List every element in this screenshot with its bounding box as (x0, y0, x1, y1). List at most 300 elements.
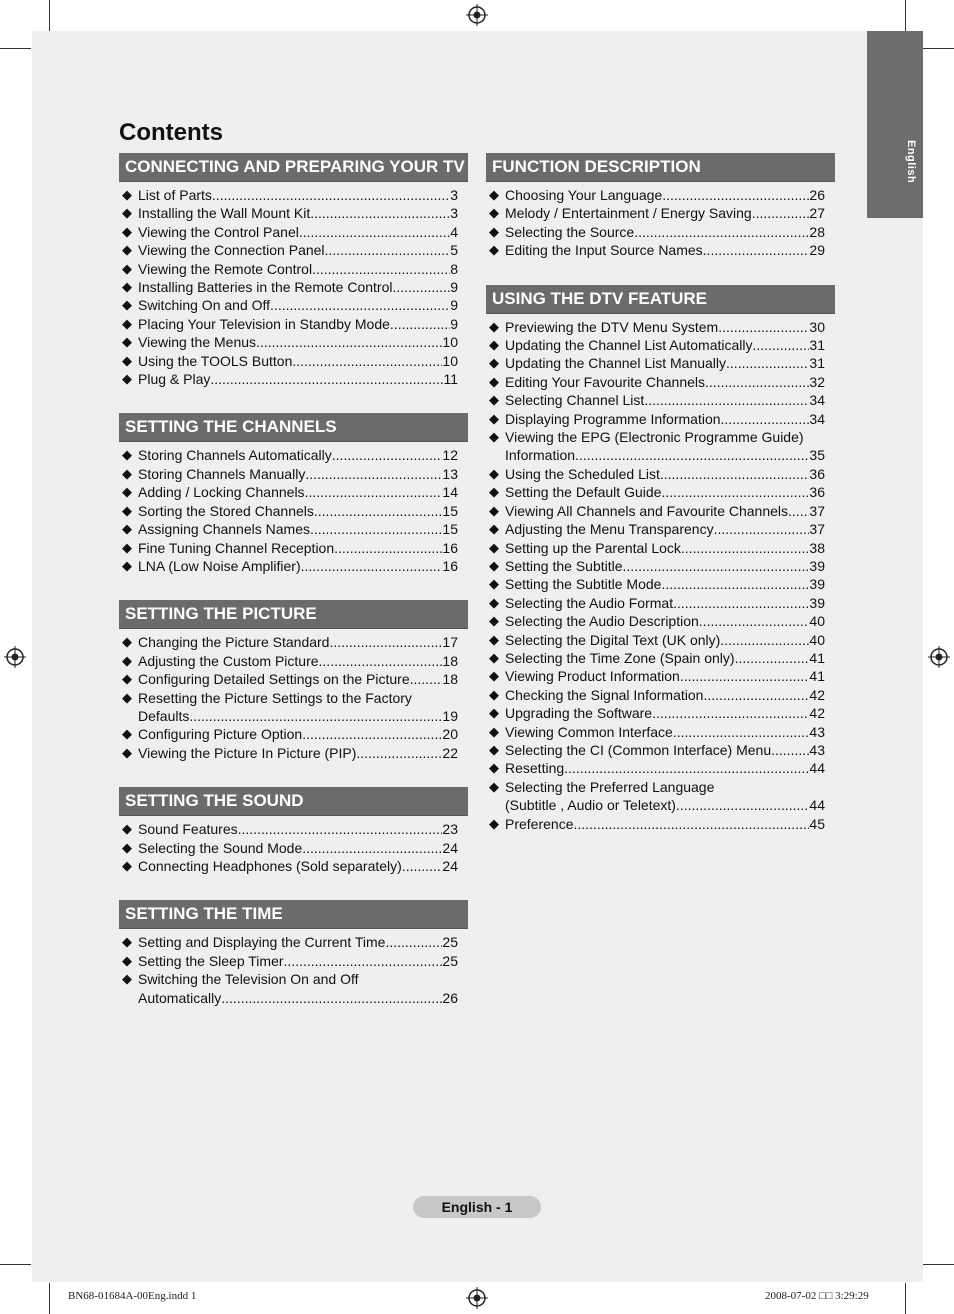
toc-entry-label: Displaying Programme Information (505, 410, 721, 427)
toc-entry-label: Resetting (505, 760, 565, 777)
toc-page-number: 31 (809, 355, 825, 372)
toc-entry (119, 483, 458, 501)
toc-section (119, 413, 468, 575)
dot-leader (334, 539, 442, 557)
diamond-bullet-icon: ◆ (489, 429, 499, 445)
dot-leader (210, 370, 443, 388)
language-side-tab (867, 31, 923, 218)
dot-leader (325, 241, 451, 259)
toc-entry-label: Editing Your Favourite Channels (505, 373, 706, 390)
toc-entry (486, 723, 825, 741)
toc-entry-label: Viewing Common Interface (505, 723, 673, 740)
toc-entry-label: Selecting the Time Zone (Spain only) (505, 649, 735, 666)
toc-entry-list (486, 182, 835, 260)
dot-leader (705, 373, 809, 391)
dot-leader (301, 557, 443, 575)
dot-leader (329, 633, 442, 651)
diamond-bullet-icon: ◆ (489, 410, 499, 426)
toc-entry (486, 336, 825, 354)
toc-entry (486, 410, 825, 428)
diamond-bullet-icon: ◆ (122, 502, 132, 518)
diamond-bullet-icon: ◆ (122, 857, 132, 873)
toc-entry (486, 631, 825, 649)
toc-entry-list (486, 314, 835, 833)
dot-leader (390, 315, 450, 333)
toc-entry-label: Installing the Wall Mount Kit (138, 205, 311, 222)
dot-leader (771, 741, 809, 759)
diamond-bullet-icon: ◆ (122, 521, 132, 537)
diamond-bullet-icon: ◆ (489, 723, 499, 739)
toc-entry-label: Viewing the Remote Control (138, 260, 313, 277)
toc-page-number: 16 (442, 557, 458, 574)
toc-entry-label: Setting up the Parental Lock (505, 539, 681, 556)
toc-entry-label: Previewing the DTV Menu System (505, 318, 719, 335)
toc-entry-label: Viewing the Menus (138, 334, 257, 351)
toc-page-number: 37 (809, 521, 825, 538)
toc-page-number: 31 (809, 337, 825, 354)
diamond-bullet-icon: ◆ (122, 242, 132, 258)
toc-entry (119, 502, 458, 520)
toc-entry-label: Storing Channels Manually (138, 465, 306, 482)
dot-leader (644, 391, 809, 409)
toc-section (119, 787, 468, 875)
dot-leader (302, 839, 442, 857)
dot-leader (699, 612, 810, 630)
toc-entry-label: LNA (Low Noise Amplifier) (138, 557, 301, 574)
dot-leader (735, 649, 810, 667)
toc-page-number: 15 (442, 521, 458, 538)
dot-leader (332, 446, 443, 464)
dot-leader (623, 557, 810, 575)
toc-entry-label: Viewing Product Information (505, 668, 680, 685)
toc-entry (119, 223, 458, 241)
toc-page-number: 18 (442, 652, 458, 669)
diamond-bullet-icon: ◆ (122, 726, 132, 742)
toc-entry-label: Updating the Channel List Manually (505, 355, 727, 372)
section-heading: CONNECTING AND PREPARING YOUR TV (119, 153, 468, 182)
toc-page-number: 30 (809, 318, 825, 335)
diamond-bullet-icon: ◆ (489, 815, 499, 831)
toc-entry (119, 857, 458, 875)
toc-page-number: 5 (450, 242, 458, 259)
toc-page-number: 8 (450, 260, 458, 277)
toc-page-number: 4 (450, 223, 458, 240)
diamond-bullet-icon: ◆ (122, 447, 132, 463)
diamond-bullet-icon: ◆ (122, 689, 132, 705)
toc-entry (486, 373, 825, 391)
toc-entry (486, 575, 825, 593)
toc-entry-label: Configuring Detailed Settings on the Picture (138, 671, 410, 688)
contents-column-right (486, 153, 835, 858)
toc-entry (486, 612, 825, 630)
dot-leader (410, 670, 443, 688)
toc-page-number: 39 (809, 576, 825, 593)
toc-page-number: 22 (442, 744, 458, 761)
toc-entry (486, 539, 825, 557)
toc-section (119, 153, 468, 388)
toc-entry-label: Adding / Locking Channels (138, 484, 305, 501)
toc-entry (119, 933, 458, 951)
diamond-bullet-icon: ◆ (122, 315, 132, 331)
diamond-bullet-icon: ◆ (122, 744, 132, 760)
toc-page-number: 18 (442, 671, 458, 688)
dot-leader (788, 502, 809, 520)
toc-entry (119, 820, 458, 838)
diamond-bullet-icon: ◆ (122, 971, 132, 987)
toc-entry-label: Assigning Channels Names (138, 521, 310, 538)
registration-mark-icon (4, 646, 26, 668)
toc-page-number: 17 (442, 634, 458, 651)
toc-entry (119, 352, 458, 370)
toc-entry-label: Automatically (138, 989, 222, 1006)
toc-page-number: 43 (809, 741, 825, 758)
toc-entry (119, 370, 458, 388)
diamond-bullet-icon: ◆ (489, 778, 499, 794)
dot-leader (314, 502, 443, 520)
dot-leader (673, 594, 809, 612)
toc-page-number: 16 (442, 539, 458, 556)
contents-column-left (119, 153, 468, 1032)
diamond-bullet-icon: ◆ (489, 521, 499, 537)
toc-page-number: 15 (442, 502, 458, 519)
toc-page-number: 24 (442, 839, 458, 856)
toc-entry (119, 296, 458, 314)
diamond-bullet-icon: ◆ (489, 741, 499, 757)
toc-entry (486, 223, 825, 241)
dot-leader (189, 707, 442, 725)
toc-entry-list (119, 182, 468, 388)
toc-entry-label: Switching the Television On and Off (138, 971, 359, 988)
diamond-bullet-icon: ◆ (489, 760, 499, 776)
toc-page-number: 9 (450, 279, 458, 296)
toc-entry (486, 241, 825, 259)
toc-entry-label: Installing Batteries in the Remote Control (138, 279, 393, 296)
dot-leader (661, 575, 809, 593)
dot-leader (721, 410, 810, 428)
registration-mark-icon (466, 1287, 488, 1309)
toc-entry (486, 483, 825, 501)
section-heading: SETTING THE CHANNELS (119, 413, 468, 442)
diamond-bullet-icon: ◆ (122, 484, 132, 500)
toc-entry-list (119, 629, 468, 762)
dot-leader (305, 465, 442, 483)
toc-entry (119, 633, 458, 651)
diamond-bullet-icon: ◆ (122, 371, 132, 387)
toc-section (486, 153, 835, 260)
dot-leader (752, 204, 810, 222)
diamond-bullet-icon: ◆ (489, 223, 499, 239)
toc-page-number: 25 (442, 934, 458, 951)
diamond-bullet-icon: ◆ (489, 502, 499, 518)
toc-page-number: 36 (809, 465, 825, 482)
toc-entry (119, 333, 458, 351)
diamond-bullet-icon: ◆ (489, 373, 499, 389)
toc-page-number: 24 (442, 857, 458, 874)
diamond-bullet-icon: ◆ (489, 631, 499, 647)
toc-entry (486, 465, 825, 483)
toc-entry-label: (Subtitle , Audio or Teletext) (505, 797, 676, 814)
dot-leader (385, 933, 442, 951)
toc-entry-list (119, 929, 468, 1007)
toc-section (119, 600, 468, 762)
toc-page-number: 41 (809, 649, 825, 666)
toc-entry-label: Resetting the Picture Settings to the Factory (138, 689, 412, 706)
toc-entry (119, 970, 458, 1007)
toc-entry (486, 520, 825, 538)
toc-entry-label: Using the Scheduled List (505, 465, 660, 482)
diamond-bullet-icon: ◆ (489, 484, 499, 500)
dot-leader (305, 483, 443, 501)
diamond-bullet-icon: ◆ (489, 187, 499, 202)
diamond-bullet-icon: ◆ (489, 649, 499, 665)
toc-entry (119, 465, 458, 483)
toc-entry (119, 204, 458, 222)
toc-entry-label: Sorting the Stored Channels (138, 502, 314, 519)
dot-leader (302, 725, 442, 743)
toc-entry-list (119, 442, 468, 575)
toc-entry-label: Selecting the Preferred Language (505, 778, 715, 795)
toc-section (486, 285, 835, 833)
toc-entry-label: Plug & Play (138, 371, 211, 388)
toc-entry-label: Configuring Picture Option (138, 726, 303, 743)
toc-entry-label: Selecting the Source (505, 223, 635, 240)
toc-entry (486, 686, 825, 704)
toc-entry (119, 689, 458, 726)
toc-page-number: 9 (450, 315, 458, 332)
toc-page-number: 10 (442, 334, 458, 351)
toc-entry-label: Preference (505, 815, 574, 832)
registration-mark-icon (928, 646, 950, 668)
toc-entry (486, 649, 825, 667)
toc-entry-label: Viewing the Connection Panel (138, 242, 325, 259)
toc-entry-label: Selecting the Sound Mode (138, 839, 303, 856)
diamond-bullet-icon: ◆ (489, 205, 499, 221)
dot-leader (652, 704, 809, 722)
toc-entry-label: Choosing Your Language (505, 187, 663, 203)
toc-page-number: 28 (809, 223, 825, 240)
diamond-bullet-icon: ◆ (489, 392, 499, 408)
section-heading: SETTING THE SOUND (119, 787, 468, 816)
toc-entry-label: Viewing the Control Panel (138, 223, 299, 240)
toc-entry (119, 652, 458, 670)
diamond-bullet-icon: ◆ (489, 705, 499, 721)
page-title: Contents (119, 119, 223, 146)
toc-entry (119, 557, 458, 575)
toc-entry (119, 744, 458, 762)
diamond-bullet-icon: ◆ (122, 187, 132, 202)
toc-entry-label: Setting the Default Guide (505, 484, 662, 501)
dot-leader (726, 354, 809, 372)
dot-leader (319, 652, 443, 670)
toc-entry-label: Selecting Channel List (505, 392, 645, 409)
page-number-footer: English - 1 (413, 1196, 541, 1218)
toc-entry-label: Adjusting the Menu Transparency (505, 521, 714, 538)
toc-entry (119, 278, 458, 296)
dot-leader (720, 631, 809, 649)
toc-page-number: 40 (809, 631, 825, 648)
toc-entry (486, 318, 825, 336)
dot-leader (662, 186, 809, 204)
dot-leader (680, 667, 810, 685)
dot-leader (256, 333, 442, 351)
toc-entry-label: Checking the Signal Information (505, 686, 704, 703)
toc-page-number: 42 (809, 686, 825, 703)
diamond-bullet-icon: ◆ (122, 839, 132, 855)
file-slug: BN68-01684A-00Eng.indd 1 (68, 1290, 197, 1302)
toc-page-number: 45 (809, 815, 825, 832)
toc-page-number: 19 (442, 707, 458, 724)
toc-entry (119, 446, 458, 464)
diamond-bullet-icon: ◆ (122, 821, 132, 837)
dot-leader (661, 483, 809, 501)
diamond-bullet-icon: ◆ (122, 279, 132, 295)
toc-entry (119, 315, 458, 333)
toc-entry-label: List of Parts (138, 187, 212, 203)
diamond-bullet-icon: ◆ (489, 594, 499, 610)
toc-page-number: 10 (442, 352, 458, 369)
toc-entry-label: Sound Features (138, 821, 238, 838)
toc-entry (486, 667, 825, 685)
toc-entry-label: Setting the Sleep Timer (138, 952, 284, 969)
toc-entry-label: Melody / Entertainment / Energy Saving (505, 205, 752, 222)
toc-page-number: 27 (809, 205, 825, 222)
toc-entry (119, 241, 458, 259)
diamond-bullet-icon: ◆ (489, 557, 499, 573)
toc-entry (119, 839, 458, 857)
date-slug: 2008-07-02 □□ 3:29:29 (765, 1290, 869, 1302)
diamond-bullet-icon: ◆ (489, 613, 499, 629)
toc-page-number: 37 (809, 502, 825, 519)
diamond-bullet-icon: ◆ (122, 952, 132, 968)
toc-entry-label: Changing the Picture Standard (138, 634, 330, 651)
dot-leader (573, 815, 809, 833)
toc-page-number: 40 (809, 613, 825, 630)
section-heading: USING THE DTV FEATURE (486, 285, 835, 314)
toc-page-number: 25 (442, 952, 458, 969)
dot-leader (703, 686, 809, 704)
dot-leader (703, 241, 810, 259)
dot-leader (221, 989, 442, 1007)
toc-page-number: 26 (809, 187, 825, 203)
toc-entry-label: Updating the Channel List Automatically (505, 337, 753, 354)
toc-entry-label: Selecting the Audio Description (505, 613, 699, 630)
diamond-bullet-icon: ◆ (122, 934, 132, 950)
dot-leader (356, 744, 442, 762)
toc-entry (486, 186, 825, 204)
toc-page-number: 9 (450, 297, 458, 314)
toc-entry (486, 594, 825, 612)
toc-entry (486, 704, 825, 722)
toc-page-number: 38 (809, 539, 825, 556)
toc-entry (486, 778, 825, 815)
dot-leader (673, 723, 810, 741)
toc-page-number: 11 (443, 371, 458, 388)
diamond-bullet-icon: ◆ (122, 557, 132, 573)
toc-entry (119, 670, 458, 688)
dot-leader (212, 186, 450, 204)
toc-entry-label: Viewing the EPG (Electronic Programme Guide) (505, 429, 804, 446)
diamond-bullet-icon: ◆ (489, 668, 499, 684)
diamond-bullet-icon: ◆ (122, 352, 132, 368)
toc-entry-label: Fine Tuning Channel Reception (138, 539, 335, 556)
toc-page-number: 39 (809, 594, 825, 611)
toc-entry-label: Viewing All Channels and Favourite Channels (505, 502, 789, 519)
language-side-tab-label: English (905, 139, 917, 184)
toc-entry-label: Upgrading the Software (505, 705, 653, 722)
diamond-bullet-icon: ◆ (122, 465, 132, 481)
toc-page-number: 3 (450, 187, 458, 203)
toc-page-number: 44 (809, 760, 825, 777)
dot-leader (392, 278, 450, 296)
diamond-bullet-icon: ◆ (122, 539, 132, 555)
toc-page-number: 32 (809, 373, 825, 390)
toc-page-number: 43 (809, 723, 825, 740)
toc-page-number: 29 (809, 242, 825, 259)
toc-entry (119, 520, 458, 538)
diamond-bullet-icon: ◆ (489, 576, 499, 592)
toc-page-number: 42 (809, 705, 825, 722)
diamond-bullet-icon: ◆ (122, 671, 132, 687)
toc-page-number: 12 (442, 447, 458, 464)
toc-entry (486, 557, 825, 575)
toc-entry (486, 354, 825, 372)
toc-entry-label: Adjusting the Custom Picture (138, 652, 319, 669)
toc-entry-list (119, 816, 468, 875)
dot-leader (292, 352, 442, 370)
dot-leader (270, 296, 450, 314)
toc-entry (486, 502, 825, 520)
dot-leader (718, 318, 809, 336)
section-heading: FUNCTION DESCRIPTION (486, 153, 835, 182)
section-heading: SETTING THE TIME (119, 900, 468, 929)
dot-leader (634, 223, 809, 241)
toc-section (119, 900, 468, 1007)
toc-entry (119, 539, 458, 557)
diamond-bullet-icon: ◆ (122, 260, 132, 276)
toc-page-number: 23 (442, 821, 458, 838)
toc-entry (119, 186, 458, 204)
dot-leader (402, 857, 443, 875)
toc-entry-label: Selecting the Digital Text (UK only) (505, 631, 721, 648)
toc-page-number: 3 (450, 205, 458, 222)
toc-entry (486, 391, 825, 409)
toc-entry (119, 260, 458, 278)
dot-leader (681, 539, 810, 557)
toc-page-number: 26 (442, 989, 458, 1006)
toc-entry-label: Using the TOOLS Button (138, 352, 293, 369)
diamond-bullet-icon: ◆ (489, 242, 499, 258)
diamond-bullet-icon: ◆ (489, 318, 499, 334)
diamond-bullet-icon: ◆ (489, 355, 499, 371)
diamond-bullet-icon: ◆ (489, 539, 499, 555)
toc-page-number: 14 (442, 484, 458, 501)
dot-leader (310, 204, 450, 222)
diamond-bullet-icon: ◆ (122, 334, 132, 350)
dot-leader (238, 820, 443, 838)
toc-entry-label: Setting the Subtitle (505, 557, 623, 574)
toc-page-number: 41 (809, 668, 825, 685)
toc-entry (119, 725, 458, 743)
dot-leader (660, 465, 810, 483)
toc-page-number: 34 (809, 410, 825, 427)
dot-leader (575, 446, 809, 464)
toc-entry-label: Selecting the CI (Common Interface) Menu (505, 741, 772, 758)
dot-leader (312, 260, 450, 278)
toc-entry-label: Viewing the Picture In Picture (PIP) (138, 744, 357, 761)
dot-leader (299, 223, 450, 241)
toc-entry (486, 759, 825, 777)
diamond-bullet-icon: ◆ (489, 465, 499, 481)
